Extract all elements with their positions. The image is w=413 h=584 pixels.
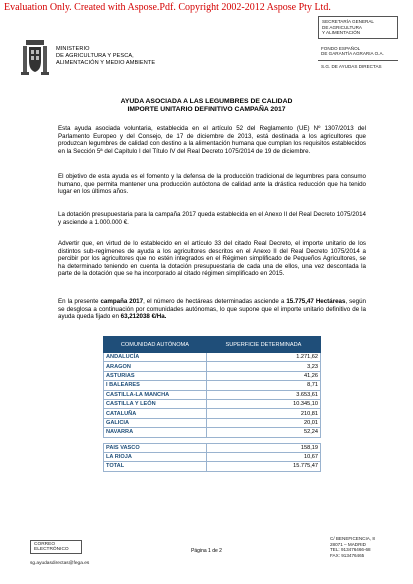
- table-row: [104, 362, 321, 371]
- surface-value: 8,71: [206, 381, 320, 390]
- document-title-line-2: IMPORTE UNITARIO DEFINITIVO CAMPAÑA 2017: [127, 106, 286, 113]
- community-name: I BALEARES: [104, 381, 207, 390]
- community-name: ARAGON: [104, 362, 207, 371]
- subdirectorate-label: S.G. DE AYUDAS DIRECTAS: [321, 63, 382, 69]
- table-row: [104, 399, 321, 408]
- address-line-1: C/ BENEFICENCIA, 8: [330, 536, 375, 541]
- paragraph-3: La dotación presupuestaria para la campaña 2017 queda establecida en el Anexo II del Real Decreto 1075/2014 y asciende a 1.000.000 €.: [58, 211, 366, 226]
- table-header-row: [104, 337, 321, 353]
- coat-of-arms-icon: [20, 38, 50, 78]
- table-row: [104, 371, 321, 380]
- p5-text-c: , el número de hectáreas determinadas asciende a: [143, 298, 287, 305]
- p5-text-a: En la presente: [58, 298, 101, 305]
- table-row: [104, 418, 321, 427]
- fega-line-1: FONDO ESPAÑOL: [321, 45, 361, 51]
- surface-value: 210,81: [206, 409, 320, 418]
- fega-line-2: DE GARANTÍA AGRARIA O.A.: [321, 51, 384, 57]
- ministry-line-2: DE AGRICULTURA Y PESCA,: [56, 53, 134, 59]
- surface-value: 10.345,10: [206, 399, 320, 408]
- surface-value: 158,19: [206, 443, 320, 452]
- community-name: TOTAL: [104, 462, 207, 471]
- community-name: PAIS VASCO: [104, 443, 207, 452]
- email-label: CORREO ELECTRÓNICO: [30, 540, 82, 554]
- community-name: GALICIA: [104, 418, 207, 427]
- surface-value: 1.271,62: [206, 353, 320, 362]
- column-header-community: COMUNIDAD AUTÓNOMA: [104, 337, 207, 353]
- ministry-line-1: MINISTERIO: [56, 46, 90, 52]
- footer-address: [330, 536, 375, 558]
- fega-box: [318, 45, 398, 61]
- table-row: [104, 428, 321, 437]
- hectares-table: [103, 336, 321, 472]
- watermark-text: Evaluation Only. Created with Aspose.Pdf. Copyright 2002-2012 Aspose Pty Ltd.: [4, 2, 331, 13]
- community-name: CATALUÑA: [104, 409, 207, 418]
- table-row: [104, 381, 321, 390]
- paragraph-5: [58, 298, 366, 321]
- community-name: ANDALUCÍA: [104, 353, 207, 362]
- table-row: [104, 409, 321, 418]
- address-line-2: 28071 – MADRID: [330, 541, 367, 547]
- surface-value: 3,23: [206, 362, 320, 371]
- sg-line-3: Y ALIMENTACIÓN: [322, 30, 361, 36]
- email-address: sg.ayudasdirectas@fega.es: [30, 561, 90, 566]
- ministry-name: [56, 46, 155, 67]
- page-number: Página 1 de 2: [191, 548, 222, 554]
- surface-value: 3.653,61: [206, 390, 320, 399]
- table-row: [104, 390, 321, 399]
- surface-value: 52,24: [206, 428, 320, 437]
- paragraph-2: El objetivo de esta ayuda es el fomento y la defensa de la producción tradicional de legumbres para consumo humano, que permita mantener una producción autóctona de calidad ante la drástica reducción que ha tenido lugar en los últimos años.: [58, 173, 366, 196]
- column-header-surface: SUPERFICIE DETERMINADA: [206, 337, 320, 353]
- surface-value: 41,26: [206, 371, 320, 380]
- community-name: CASTILLA-LA MANCHA: [104, 390, 207, 399]
- community-name: NAVARRA: [104, 428, 207, 437]
- paragraph-1: Esta ayuda asociada voluntaria, establecida en el artículo 52 del Reglamento (UE) Nº 1307/2013 del Parlamento Europeo y del Consejo, de 17 de diciembre de 2013, está destinada a los agricultores que produzcan legumbres de calidad con destino a la alimentación humana que cumplan los requisitos establecidos en la Sección 5ª del Capítulo I del Título IV del Real Decreto 1075/2014 de 19 de diciembre.: [58, 125, 366, 155]
- community-name: ASTURIAS: [104, 371, 207, 380]
- document-title-line-1: AYUDA ASOCIADA A LAS LEGUMBRES DE CALIDAD: [120, 98, 293, 105]
- header-department-box: [318, 16, 398, 70]
- p5-hectares: 15.775,47 Hectáreas: [286, 298, 346, 305]
- secretaria-box: [318, 16, 398, 39]
- p5-campaign: campaña 2017: [100, 298, 144, 305]
- p5-unit-amount: 63,212038 €/Ha.: [120, 313, 167, 321]
- paragraph-4: Advertir que, en virtud de lo establecido en el artículo 33 del citado Real Decreto, el importe unitario de los distintos sub-regímenes de ayuda a los agricultores descritos en el Anexo II del Real Decreto 1075/2014 a percibir por los agricultores que no estén integrados en el Régimen simplificado de Pequeños Agricultores, se ha determinado teniendo en cuenta la dotación presupuestaria de cada una de ellos, una vez descontada la parte de la dotación que se ha incorporado al citado régimen simplificado en 2015.: [58, 240, 366, 278]
- p5-text-e: , según se desglosa a continuación por comunidades autónomas, lo que supone que el importe unitario definitivo de la ayuda queda fijado en: [58, 298, 366, 321]
- surface-value: 20,01: [206, 418, 320, 427]
- ministry-line-3: ALIMENTACIÓN Y MEDIO AMBIENTE: [56, 60, 156, 66]
- sg-line-1: SECRETARÍA GENERAL: [322, 19, 374, 24]
- fax-number: FAX: 913476465: [330, 552, 365, 558]
- surface-value: 15.775,47: [206, 462, 320, 471]
- table-row: [104, 353, 321, 362]
- surface-value: 10,67: [206, 452, 320, 461]
- table-row: [104, 452, 321, 461]
- sg-line-2: DE AGRICULTURA: [322, 24, 362, 30]
- table-row: [104, 443, 321, 452]
- community-name: CASTILLA Y LEÓN: [104, 399, 207, 408]
- phone-number: TEL: 913476466-68: [330, 547, 371, 553]
- community-name: LA RIOJA: [104, 452, 207, 461]
- table-row: [104, 462, 321, 471]
